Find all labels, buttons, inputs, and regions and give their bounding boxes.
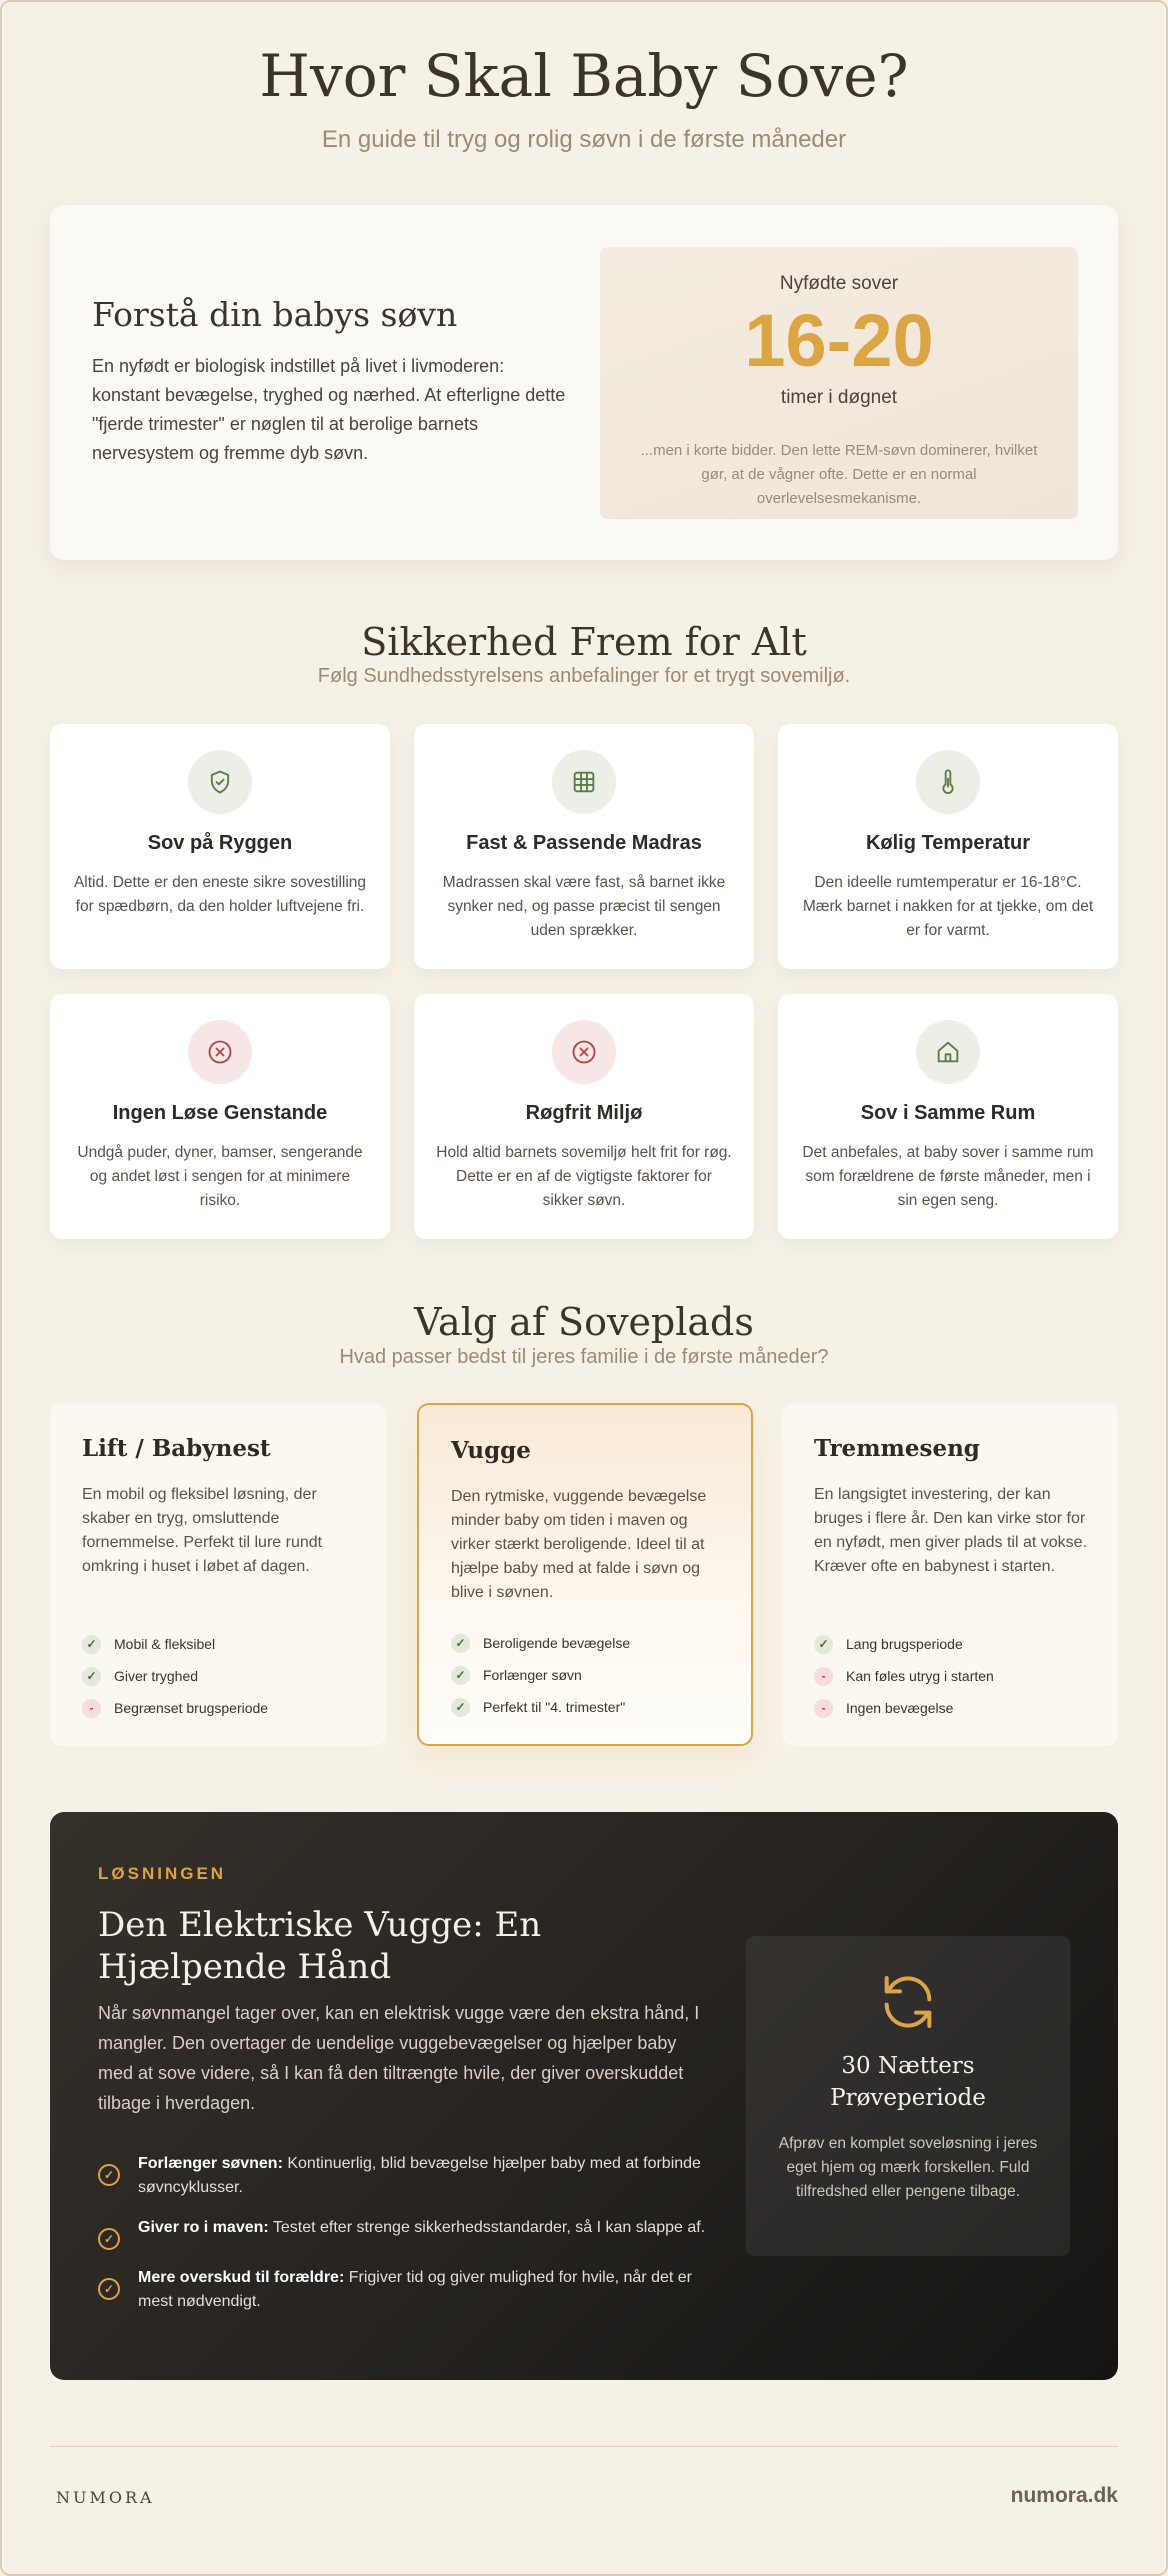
shield-check-icon (188, 750, 252, 814)
safety-card-text: Den ideelle rumtemperatur er 16-18°C. Mærk barnet i nakken for at tjekke, om det er for varmt. (802, 874, 1094, 939)
option-title: Tremmeseng (814, 1435, 980, 1462)
safety-title: Sikkerhed Frem for Alt (361, 620, 807, 664)
promo-title: Den Elektriske Vugge: En Hjælpende Hånd (98, 1905, 542, 1987)
sleep-stat-box (600, 247, 1078, 519)
stat-label: Nyfødte sover (779, 273, 899, 294)
safety-card-back-sleep (50, 724, 390, 969)
feature-label: Lang brugsperiode (846, 1636, 963, 1652)
feature-label: Forlænger søvn (483, 1667, 582, 1683)
safety-card-title: Sov i Samme Rum (860, 1102, 1036, 1124)
footer-divider (50, 2446, 1118, 2447)
safety-card-text: Madrassen skal være fast, så barnet ikke synker ned, og passe præcist til sengen uden sprækker. (442, 874, 726, 939)
list-item (98, 2266, 708, 2314)
check-icon: ✓ (451, 1634, 470, 1653)
option-feature-list (82, 1628, 268, 1724)
check-icon: ✓ (451, 1698, 470, 1717)
trial-box (746, 1936, 1070, 2256)
page-subtitle: En guide til tryg og rolig søvn i de første måneder (321, 126, 847, 153)
feature-label: Perfekt til "4. trimester" (483, 1699, 626, 1715)
minus-icon: - (814, 1699, 833, 1718)
list-item (814, 1692, 994, 1724)
safety-card-text: Undgå puder, dyner, bamser, sengerande og andet løst i sengen for at minimere risiko. (77, 1144, 363, 1209)
promo-eyebrow: LØSNINGEN (98, 1864, 227, 1883)
intro-card (50, 205, 1118, 560)
check-circle-icon: ✓ (98, 2278, 120, 2300)
option-feature-list (814, 1628, 994, 1724)
feature-label: Beroligende bevægelse (483, 1635, 631, 1651)
option-card-tremmeseng (782, 1403, 1118, 1746)
list-item (451, 1659, 630, 1691)
site-link[interactable]: numora.dk (1010, 2484, 1118, 2507)
feature-label: Ingen bevægelse (846, 1700, 954, 1716)
option-feature-list (451, 1627, 630, 1723)
safety-card-no-loose-items (50, 994, 390, 1239)
option-title: Vugge (451, 1437, 531, 1464)
option-description: En mobil og fleksibel løsning, der skaber en tryg, omsluttende fornemmelse. Perfekt til lure rundt omkring i huset i løbet af dagen. (82, 1486, 323, 1575)
minus-icon: - (82, 1699, 101, 1718)
benefit-text: Forlænger søvnen: Kontinuerlig, blid bevægelse hjælper baby med at forbinde søvncyklusser. (138, 2155, 701, 2196)
safety-subtitle: Følg Sundhedsstyrelsens anbefalinger for et trygt sovemiljø. (317, 665, 851, 687)
stat-value: 16-20 (744, 299, 934, 382)
list-item (98, 2216, 708, 2250)
feature-label: Kan føles utryg i starten (846, 1668, 994, 1684)
x-circle-icon (552, 1020, 616, 1084)
options-title: Valg af Soveplads (414, 1300, 754, 1344)
trial-title: 30 Nætters Prøveperiode (830, 2053, 986, 2111)
safety-card-text: Det anbefales, at baby sover i samme rum som forældrene de første måneder, men i sin egen seng. (802, 1144, 1094, 1209)
promo-text: Når søvnmangel tager over, kan en elektrisk vugge være den ekstra hånd, I mangler. Den overtager de uendelige vuggebevægelser og hjælper baby med at sove videre, så I kan få den tiltrængte hvile, der giver overskuddet tilbage i hverdagen. (98, 2003, 700, 2113)
list-item (814, 1660, 994, 1692)
options-subtitle: Hvad passer bedst til jeres familie i de første måneder? (339, 1346, 829, 1368)
intro-text-block (92, 295, 572, 468)
option-title: Lift / Babynest (82, 1435, 271, 1462)
safety-card-text: Hold altid barnets sovemiljø helt frit for røg. Dette er en af de vigtigste faktorer for sikker søvn. (436, 1144, 732, 1209)
safety-card-mattress (414, 724, 754, 969)
page-title: Hvor Skal Baby Sove? (259, 42, 909, 110)
feature-label: Begrænset brugsperiode (114, 1700, 269, 1716)
minus-icon: - (814, 1667, 833, 1686)
trial-text: Afprøv en komplet soveløsning i jeres eget hjem og mærk forskellen. Fuld tilfredshed eller pengene tilbage. (778, 2135, 1038, 2200)
benefit-list (98, 2152, 708, 2330)
x-circle-icon (188, 1020, 252, 1084)
intro-heading: Forstå din babys søvn (92, 295, 458, 334)
check-circle-icon: ✓ (98, 2164, 120, 2186)
safety-card-temperature (778, 724, 1118, 969)
option-description: En langsigtet investering, der kan bruges i flere år. Den kan virke stor for en nyfødt, men giver plads til at vokse. Kræver ofte en babynest i starten. (814, 1486, 1088, 1575)
check-icon: ✓ (451, 1666, 470, 1685)
list-item (451, 1627, 630, 1659)
check-circle-icon: ✓ (98, 2228, 120, 2250)
benefit-text: Giver ro i maven: Testet efter strenge sikkerhedsstandarder, så I kan slappe af. (138, 2219, 706, 2236)
thermometer-icon (916, 750, 980, 814)
safety-card-title: Fast & Passende Madras (466, 832, 702, 854)
feature-label: Mobil & fleksibel (114, 1636, 216, 1652)
check-icon: ✓ (82, 1635, 101, 1654)
stat-note: ...men i korte bidder. Den lette REM-søvn dominerer, hvilket gør, at de vågner ofte. Dette er en normal overlevelsesmekanisme. (640, 442, 1038, 507)
brand-logo[interactable]: NUMORA (56, 2488, 155, 2507)
list-item (814, 1628, 994, 1660)
safety-card-text: Altid. Dette er den eneste sikre sovestilling for spædbørn, da den holder luftvejene fri. (73, 874, 367, 915)
check-icon: ✓ (814, 1635, 833, 1654)
refresh-icon (876, 1970, 940, 2034)
list-item (82, 1692, 268, 1724)
check-icon: ✓ (82, 1667, 101, 1686)
safety-card-same-room (778, 994, 1118, 1239)
safety-card-smoke-free (414, 994, 754, 1239)
option-description: Den rytmiske, vuggende bevægelse minder baby om tiden i maven og virker stærkt beroligende. Ideel til at hjælpe baby med at falde i søvn og blive i søvnen. (451, 1488, 707, 1601)
list-item (98, 2152, 708, 2200)
safety-card-title: Sov på Ryggen (147, 832, 293, 854)
feature-label: Giver tryghed (114, 1668, 199, 1684)
intro-body: En nyfødt er biologisk indstillet på livet i livmoderen: konstant bevægelse, tryghed og nærhed. At efterligne dette "fjerde trimester" er nøglen til at berolige barnets nervesystem og fremme dyb søvn. (92, 356, 566, 463)
option-card-vugge (417, 1403, 753, 1746)
benefit-text: Mere overskud til forældre: Frigiver tid og giver mulighed for hvile, når det er mest nødvendigt. (138, 2269, 692, 2310)
promo-section (50, 1812, 1118, 2380)
safety-card-title: Ingen Løse Genstande (112, 1102, 328, 1124)
house-icon (916, 1020, 980, 1084)
list-item (82, 1628, 268, 1660)
stat-unit: timer i døgnet (780, 387, 898, 408)
list-item (82, 1660, 268, 1692)
safety-card-title: Kølig Temperatur (865, 832, 1031, 854)
grid-icon (552, 750, 616, 814)
option-card-babynest (50, 1403, 386, 1746)
safety-card-title: Røgfrit Miljø (525, 1102, 643, 1124)
list-item (451, 1691, 630, 1723)
